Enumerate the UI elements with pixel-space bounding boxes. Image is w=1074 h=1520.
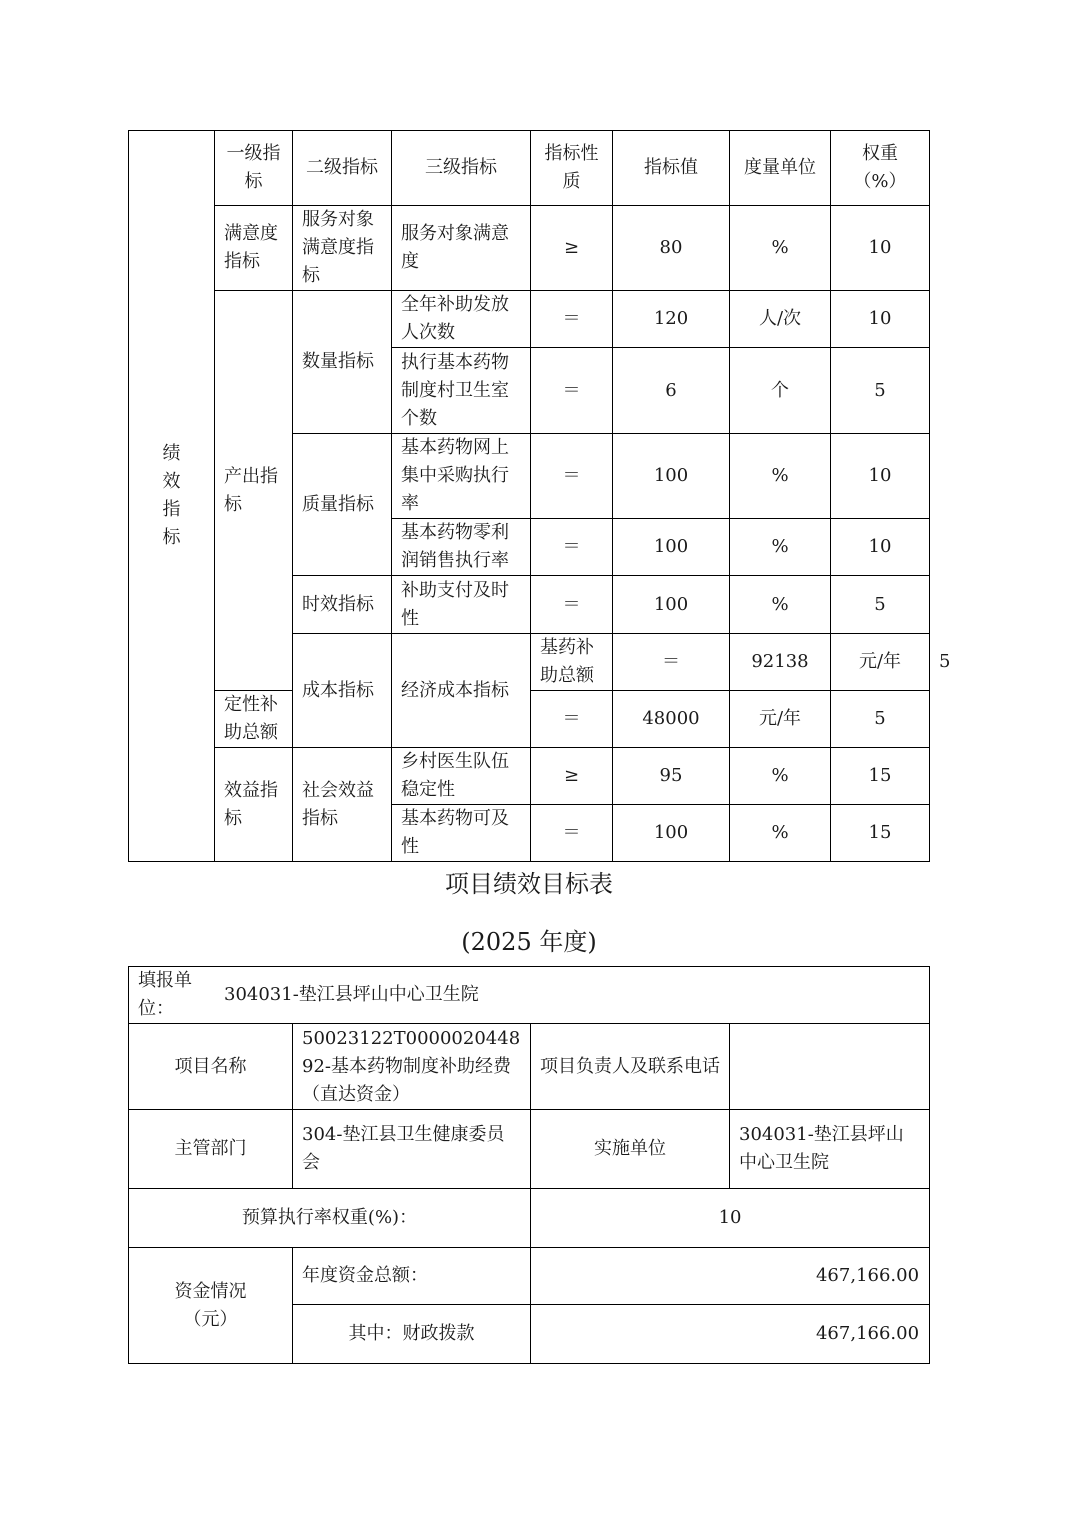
budget-weight-label: 预算执行率权重(%)： — [129, 1189, 531, 1248]
reporting-unit-value: 304031-垫江县坪山中心卫生院 — [224, 984, 479, 1005]
unit-cell: % — [730, 805, 831, 862]
reporting-unit-label: 填报单位： — [138, 970, 192, 1019]
funds-label: 资金情况（元） — [129, 1248, 293, 1364]
weight-cell: 10 — [831, 434, 930, 519]
weight-cell: 10 — [831, 291, 930, 348]
header-level1: 一级指标 — [215, 131, 293, 206]
value-cell: 100 — [613, 434, 730, 519]
nature-cell: ≥ — [531, 206, 613, 291]
header-nature: 指标性质 — [531, 131, 613, 206]
value-cell: 100 — [613, 576, 730, 634]
weight-cell: 5 — [831, 576, 930, 634]
contact-label: 项目负责人及联系电话 — [531, 1024, 730, 1110]
level3-cell: 定性补助总额 — [215, 691, 293, 748]
header-unit: 度量单位 — [730, 131, 831, 206]
contact-value — [730, 1024, 930, 1110]
level1-cell: 满意度指标 — [215, 206, 293, 291]
nature-cell: ＝ — [531, 519, 613, 576]
unit-cell: % — [730, 576, 831, 634]
dept-value: 304-垫江县卫生健康委员会 — [293, 1110, 531, 1189]
level3-cell: 基本药物网上集中采购执行率 — [392, 434, 531, 519]
project-name-value: 50023122T000002044892-基本药物制度补助经费（直达资金） — [293, 1024, 531, 1110]
level3-cell: 全年补助发放人次数 — [392, 291, 531, 348]
unit-cell: 个 — [730, 348, 831, 434]
document-title: 项目绩效目标表 — [445, 870, 613, 898]
header-value: 指标值 — [613, 131, 730, 206]
fiscal-value: 467,166.00 — [531, 1305, 930, 1364]
level2-cell: 经济成本指标 — [392, 634, 531, 748]
nature-cell: ＝ — [531, 576, 613, 634]
value-cell: 100 — [613, 805, 730, 862]
unit-cell: 元/年 — [831, 634, 930, 691]
value-cell: 95 — [613, 748, 730, 805]
unit-cell: 元/年 — [730, 691, 831, 748]
level2-cell: 数量指标 — [293, 291, 392, 434]
table-row: 成本指标 经济成本指标 基药补助总额 ＝ 92138 元/年 5 — [129, 634, 930, 691]
unit-cell: % — [730, 519, 831, 576]
nature-cell: ≥ — [531, 748, 613, 805]
header-level3: 三级指标 — [392, 131, 531, 206]
weight-cell: 10 — [831, 519, 930, 576]
level3-cell: 基本药物可及性 — [392, 805, 531, 862]
fiscal-label: 其中：财政拨款 — [293, 1305, 531, 1364]
level3-cell: 基本药物零利润销售执行率 — [392, 519, 531, 576]
weight-cell: 15 — [831, 748, 930, 805]
budget-weight-value: 10 — [531, 1189, 930, 1248]
dept-label: 主管部门 — [129, 1110, 293, 1189]
level3-cell: 补助支付及时性 — [392, 576, 531, 634]
value-cell: 92138 — [730, 634, 831, 691]
value-cell: 48000 — [613, 691, 730, 748]
annual-total-value: 467,166.00 — [531, 1248, 930, 1305]
nature-cell: ＝ — [531, 805, 613, 862]
level3-cell: 服务对象满意度 — [392, 206, 531, 291]
value-cell: 120 — [613, 291, 730, 348]
impl-label: 实施单位 — [531, 1110, 730, 1189]
performance-indicator-table — [128, 130, 951, 862]
unit-cell: % — [730, 434, 831, 519]
table-row — [129, 291, 930, 348]
table-row — [129, 748, 930, 805]
level1-cell: 产出指标 — [215, 291, 293, 691]
weight-cell: 5 — [831, 691, 930, 748]
level3-cell: 执行基本药物制度村卫生室个数 — [392, 348, 531, 434]
level2-cell: 质量指标 — [293, 434, 392, 576]
level2-cell: 社会效益指标 — [293, 748, 392, 862]
level3-cell: 基药补助总额 — [531, 634, 613, 691]
nature-cell: ＝ — [531, 348, 613, 434]
nature-cell: ＝ — [531, 691, 613, 748]
performance-indicator-label: 绩效指标 — [129, 131, 215, 862]
nature-cell: ＝ — [613, 634, 730, 691]
unit-cell: % — [730, 748, 831, 805]
header-level2: 二级指标 — [293, 131, 392, 206]
unit-cell: 人/次 — [730, 291, 831, 348]
level1-cell: 成本指标 — [293, 634, 392, 748]
value-cell: 6 — [613, 348, 730, 434]
table-row — [129, 206, 930, 291]
impl-value: 304031-垫江县坪山中心卫生院 — [730, 1110, 930, 1189]
document-year: (2025 年度) — [461, 928, 597, 956]
level2-cell: 时效指标 — [293, 576, 392, 634]
unit-cell: % — [730, 206, 831, 291]
value-cell: 100 — [613, 519, 730, 576]
value-cell: 80 — [613, 206, 730, 291]
project-name-label: 项目名称 — [129, 1024, 293, 1110]
level2-cell: 服务对象满意度指标 — [293, 206, 392, 291]
reporting-unit-row — [129, 967, 930, 1024]
annual-total-label: 年度资金总额： — [293, 1248, 531, 1305]
level1-cell: 效益指标 — [215, 748, 293, 862]
weight-cell: 10 — [831, 206, 930, 291]
nature-cell: ＝ — [531, 434, 613, 519]
nature-cell: ＝ — [531, 291, 613, 348]
level3-cell: 乡村医生队伍稳定性 — [392, 748, 531, 805]
weight-cell: 5 — [831, 348, 930, 434]
project-info-table — [128, 966, 930, 1364]
weight-cell: 15 — [831, 805, 930, 862]
header-weight: 权重（%） — [831, 131, 930, 206]
